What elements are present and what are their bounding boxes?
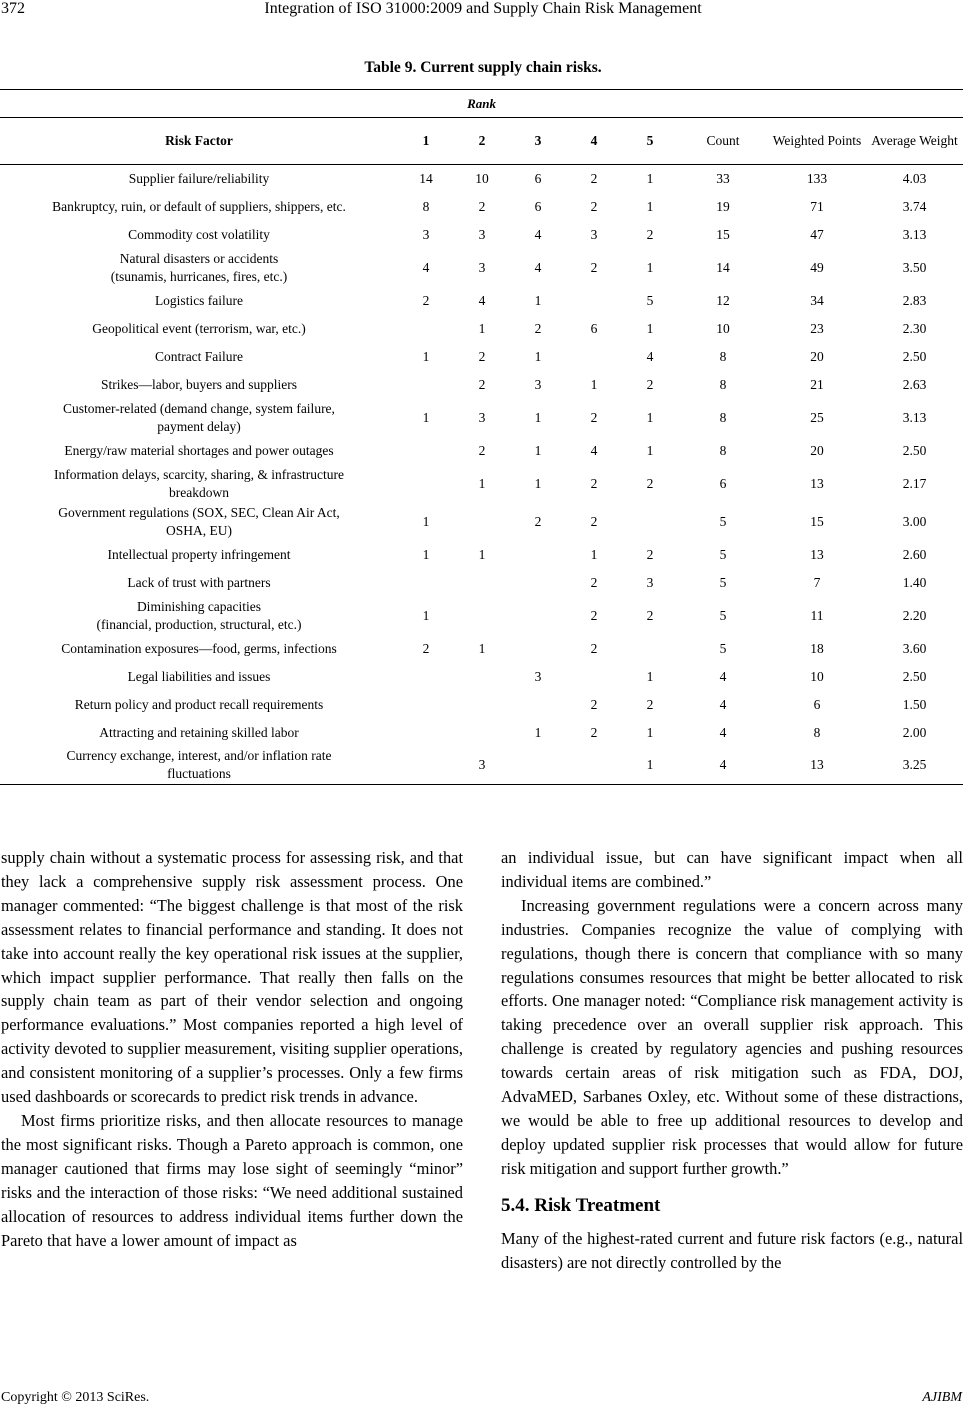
table-cell: 1 [646,409,654,425]
table-cell: 15 [810,513,824,529]
column-header: Risk Factor [0,118,398,165]
table-cell [454,503,510,541]
table-cell: 1 [534,475,542,491]
table-cell: 3 [590,226,598,242]
table-cell [510,597,566,635]
table-cell: 1 [478,475,486,491]
table-cell: 2 [646,376,654,392]
column-header-row [0,118,963,165]
table-row [0,287,963,315]
table-cell: 4 [534,226,542,242]
column-header: Weighted Points [768,118,866,165]
table-cell [398,315,454,343]
table-cell: 1 [534,292,542,308]
table-cell: 3 [478,259,486,275]
risk-factor-cell: Return policy and product recall requirements [74,696,324,712]
table-cell: 2 [590,170,598,186]
risk-factor-cell: Geopolitical event (terrorism, war, etc.) [92,320,306,336]
table-cell: 3.50 [902,259,927,275]
table-cell [510,541,566,569]
table-cell: 2 [422,292,430,308]
page-header [0,0,966,24]
table-cell: 8 [719,376,727,392]
table-cell: 2 [590,574,598,590]
table-cell: 11 [810,607,824,623]
table-cell [398,371,454,399]
table-cell: 3.25 [866,747,963,785]
table-cell: 2 [478,198,486,214]
table-cell: 3 [534,668,542,684]
table-cell: 2 [590,409,598,425]
table-cell: 2.63 [902,376,927,392]
table-cell: 7 [813,574,821,590]
risk-factor-cell: Government regulations (SOX, SEC, Clean Air Act, OSHA, EU) [58,504,340,538]
table-cell: 2 [646,607,654,623]
table-row [0,193,963,221]
column-header: 4 [566,118,622,165]
table-cell [398,465,454,503]
table-cell: 34 [810,292,824,308]
table-row [0,371,963,399]
table-cell: 25 [810,409,824,425]
table-cell: 13 [810,475,824,491]
table-row [0,663,963,691]
table-cell [398,747,454,785]
table-cell: 1 [590,546,598,562]
table-cell: 3 [478,409,486,425]
body-paragraph: Increasing government regulations were a concern across many industries. Companies recognize the value of complying with regulations, though there is concern that compliance with so many regulations consumes resources that might be better allocated to risk efforts. One manager noted: “Compliance risk management activity is taking precedence over an overall supplier risk approach. This challenge is created by regulatory agencies and pushing resources towards certain areas of risk mitigation such as FDA, DOJ, AdvaMED, Sarbanes Oxley, etc. Without some of these distractions, we would be able to free up additional resources to develop and deploy updated supplier risk processes that would allow for future risk mitigation and support further growth.” [501,895,963,1178]
table-cell: 2.30 [902,320,927,336]
table-cell: 3.74 [902,198,927,214]
table-cell: 5 [719,574,727,590]
table-cell: 6 [813,696,821,712]
table-cell: 10 [810,668,824,684]
table-cell: 5 [719,546,727,562]
table-cell [566,747,622,785]
table-cell: 2 [534,320,542,336]
table-cell: 3 [478,226,486,242]
table-cell: 1 [422,409,430,425]
table-cell: 1 [422,513,430,529]
table-cell: 5 [719,640,727,656]
table-cell [398,437,454,465]
table-cell: 5 [719,607,727,623]
table-cell: 1 [590,376,598,392]
table-cell [566,287,622,315]
risk-factor-cell: Natural disasters or accidents (tsunamis, hurricanes, fires, etc.) [110,250,288,284]
table-cell: 2 [590,259,598,275]
table-cell [454,719,510,747]
table-cell: 2 [534,513,542,529]
table-cell: 1 [646,198,654,214]
page-footer [0,1390,966,1410]
table-cell: 8 [719,409,727,425]
column-header: Count [678,118,768,165]
table-cell: 4 [478,292,486,308]
table-cell: 2.50 [902,442,927,458]
risk-factor-cell: Lack of trust with partners [127,574,271,590]
table-cell: 18 [810,640,824,656]
risk-factor-cell: Contamination exposures—food, germs, infections [61,640,337,656]
table-cell: 49 [810,259,824,275]
table-row [0,165,963,193]
table-cell: 2 [590,724,598,740]
rank-header: Rank [0,90,963,118]
table-cell: 2 [422,640,430,656]
table-cell [622,635,678,663]
table-cell: 1 [478,320,486,336]
journal-name: AJIBM [922,1390,962,1405]
body-column-right [501,846,963,1275]
table-cell: 4 [534,259,542,275]
table-cell [510,635,566,663]
table-cell: 1 [646,320,654,336]
table-cell: 2 [646,546,654,562]
table-cell [454,663,510,691]
table-cell: 3 [422,226,430,242]
table-cell [454,569,510,597]
table-cell: 2.50 [902,668,927,684]
table-cell: 2 [478,376,486,392]
table-cell: 133 [806,170,828,186]
copyright-notice: Copyright © 2013 SciRes. [1,1390,150,1405]
table-cell [398,569,454,597]
table-row [0,437,963,465]
risk-factor-cell: Commodity cost volatility [128,226,270,242]
table-cell: 8 [813,724,821,740]
column-header: 5 [622,118,678,165]
body-paragraph: supply chain without a systematic process for assessing risk, and that they lack a comprehensive supply risk assessment process. One manager commented: “The biggest challenge is that most of the risk assessment relates to financial performance and standing. It does not take into account really the key operational risk issues at the supplier, which impact supplier performance. That really then falls on the supply chain team as part of their vendor selection and ongoing performance evaluations.” Most companies reported a high level of activity devoted to supplier measurement, visiting supplier operations, and consistent monitoring of a supplier’s processes. Only a few firms used dashboards or scorecards to predict risk trends in advance. [1,848,463,1107]
table-cell: 1 [534,409,542,425]
table-cell [566,343,622,371]
risk-factor-cell: Currency exchange, interest, and/or inflation rate fluctuations [0,747,398,785]
table-cell: 20 [810,442,824,458]
table-cell: 10 [475,170,489,186]
table-cell: 1 [478,640,486,656]
table-cell: 1 [478,546,486,562]
table-cell: 3 [454,747,510,785]
table-cell: 3.60 [902,640,927,656]
table-body [0,165,963,785]
table-cell [510,691,566,719]
table-cell: 4 [719,696,727,712]
risk-factor-cell: Attracting and retaining skilled labor [99,724,299,740]
table-cell: 19 [716,198,730,214]
table-cell: 1 [422,348,430,364]
body-paragraph: Many of the highest-rated current and future risk factors (e.g., natural disasters) are not directly controlled by the [501,1228,963,1272]
table-cell [398,691,454,719]
table-row [0,249,963,287]
body-column-left [1,846,463,1252]
table-row [0,691,963,719]
table-cell: 1 [646,442,654,458]
table-cell: 71 [810,198,824,214]
table-cell [510,747,566,785]
risk-factor-cell: Logistics failure [154,292,244,308]
table-row [0,343,963,371]
table-cell: 2 [590,513,598,529]
table-cell: 12 [716,292,730,308]
risk-factor-cell: Strikes—labor, buyers and suppliers [101,376,297,392]
table-cell [510,569,566,597]
table-cell: 2 [478,442,486,458]
table-cell: 20 [810,348,824,364]
table-cell: 2 [590,198,598,214]
body-paragraph: an individual issue, but can have significant impact when all individual items are combined.” [501,848,963,891]
table-cell: 2.17 [902,475,927,491]
table-cell: 2 [590,475,598,491]
table-cell: 13 [810,546,824,562]
column-header: Average Weight [866,118,963,165]
table-cell: 2.83 [902,292,927,308]
table-cell: 14 [419,170,433,186]
table-row [0,719,963,747]
risk-factor-cell: Customer-related (demand change, system failure, payment delay) [63,400,335,434]
table-cell: 2 [590,607,598,623]
table-cell: 3 [646,574,654,590]
table-cell: 4 [719,724,727,740]
risk-factor-cell: Contract Failure [154,348,244,364]
table-cell: 5 [646,292,654,308]
table-row [0,315,963,343]
table-cell: 15 [716,226,730,242]
table-cell: 6 [534,198,542,214]
table-cell: 2 [478,348,486,364]
table-cell: 8 [719,348,727,364]
table-row [0,747,963,785]
table-caption: Table 9. Current supply chain risks. [364,59,602,76]
table-row [0,465,963,503]
table-cell: 5 [719,513,727,529]
table-cell: 1.40 [902,574,927,590]
running-title: Integration of ISO 31000:2009 and Supply Chain Risk Management [264,0,702,17]
table-cell [566,663,622,691]
column-header: 1 [398,118,454,165]
risk-factor-cell: Diminishing capacities (financial, production, structural, etc.) [96,598,302,632]
table-cell: 3.13 [902,226,927,242]
risk-factor-cell: Intellectual property infringement [107,546,291,562]
table-cell: 3 [534,376,542,392]
risk-factor-cell: Energy/raw material shortages and power outages [64,442,334,458]
table-cell: 8 [719,442,727,458]
table-cell: 6 [719,475,727,491]
table-cell: 23 [810,320,824,336]
table-row [0,597,963,635]
table-cell: 4.03 [902,170,927,186]
table-cell: 1 [646,724,654,740]
table-cell: 2 [646,696,654,712]
table-cell: 6 [590,320,598,336]
table-cell: 1 [534,724,542,740]
column-header: 3 [510,118,566,165]
table-cell: 1 [422,546,430,562]
table-cell [398,719,454,747]
table-cell: 2.60 [902,546,927,562]
body-paragraph: Most firms prioritize risks, and then allocate resources to manage the most significant risks. Though a Pareto approach is common, one manager cautioned that firms may lose sight of seemingly “minor” risks and the interaction of those risks: “We need additional sustained allocation of resources to address individual items further down the Pareto that have a lower amount of impact as [1,1110,463,1250]
table-cell: 4 [719,668,727,684]
table-cell: 13 [768,747,866,785]
table-row [0,221,963,249]
table-row [0,399,963,437]
table-cell: 1 [422,607,430,623]
table-cell: 1 [534,348,542,364]
table-cell: 4 [646,348,654,364]
table-cell: 1 [646,668,654,684]
table-cell: 2 [646,475,654,491]
table-row [0,635,963,663]
table-cell: 1 [646,259,654,275]
table-cell: 4 [590,442,598,458]
table-cell: 21 [810,376,824,392]
table-cell: 4 [422,259,430,275]
table-cell: 2 [646,226,654,242]
risk-factor-cell: Supplier failure/reliability [128,170,270,186]
table-cell: 1 [622,747,678,785]
risk-factor-cell: Bankruptcy, ruin, or default of suppliers, shippers, etc. [52,198,346,214]
risk-factor-cell: Legal liabilities and issues [127,668,271,684]
column-header: 2 [454,118,510,165]
table-cell: 2 [590,696,598,712]
risk-factor-cell: Information delays, scarcity, sharing, & infrastructure breakdown [53,466,345,500]
table-cell: 14 [716,259,730,275]
table-cell [454,597,510,635]
table-row [0,541,963,569]
section-heading: 5.4. Risk Treatment [501,1194,661,1216]
table-cell: 8 [422,198,430,214]
table-row [0,503,963,541]
table-cell: 4 [678,747,768,785]
page-number: 372 [1,0,25,17]
table-cell: 47 [810,226,824,242]
table-cell [398,663,454,691]
table-cell: 2 [590,640,598,656]
table-cell: 2.50 [902,348,927,364]
table-cell: 6 [534,170,542,186]
risk-table [0,89,963,785]
table-cell: 3.00 [902,513,927,529]
table-cell: 1.50 [902,696,927,712]
table-cell: 1 [646,170,654,186]
table-cell: 33 [716,170,730,186]
table-row [0,569,963,597]
table-cell [454,691,510,719]
table-cell: 3.13 [902,409,927,425]
table-cell [622,503,678,541]
table-cell: 10 [716,320,730,336]
table-cell: 2.00 [902,724,927,740]
table-cell: 2.20 [902,607,927,623]
table-cell: 1 [534,442,542,458]
